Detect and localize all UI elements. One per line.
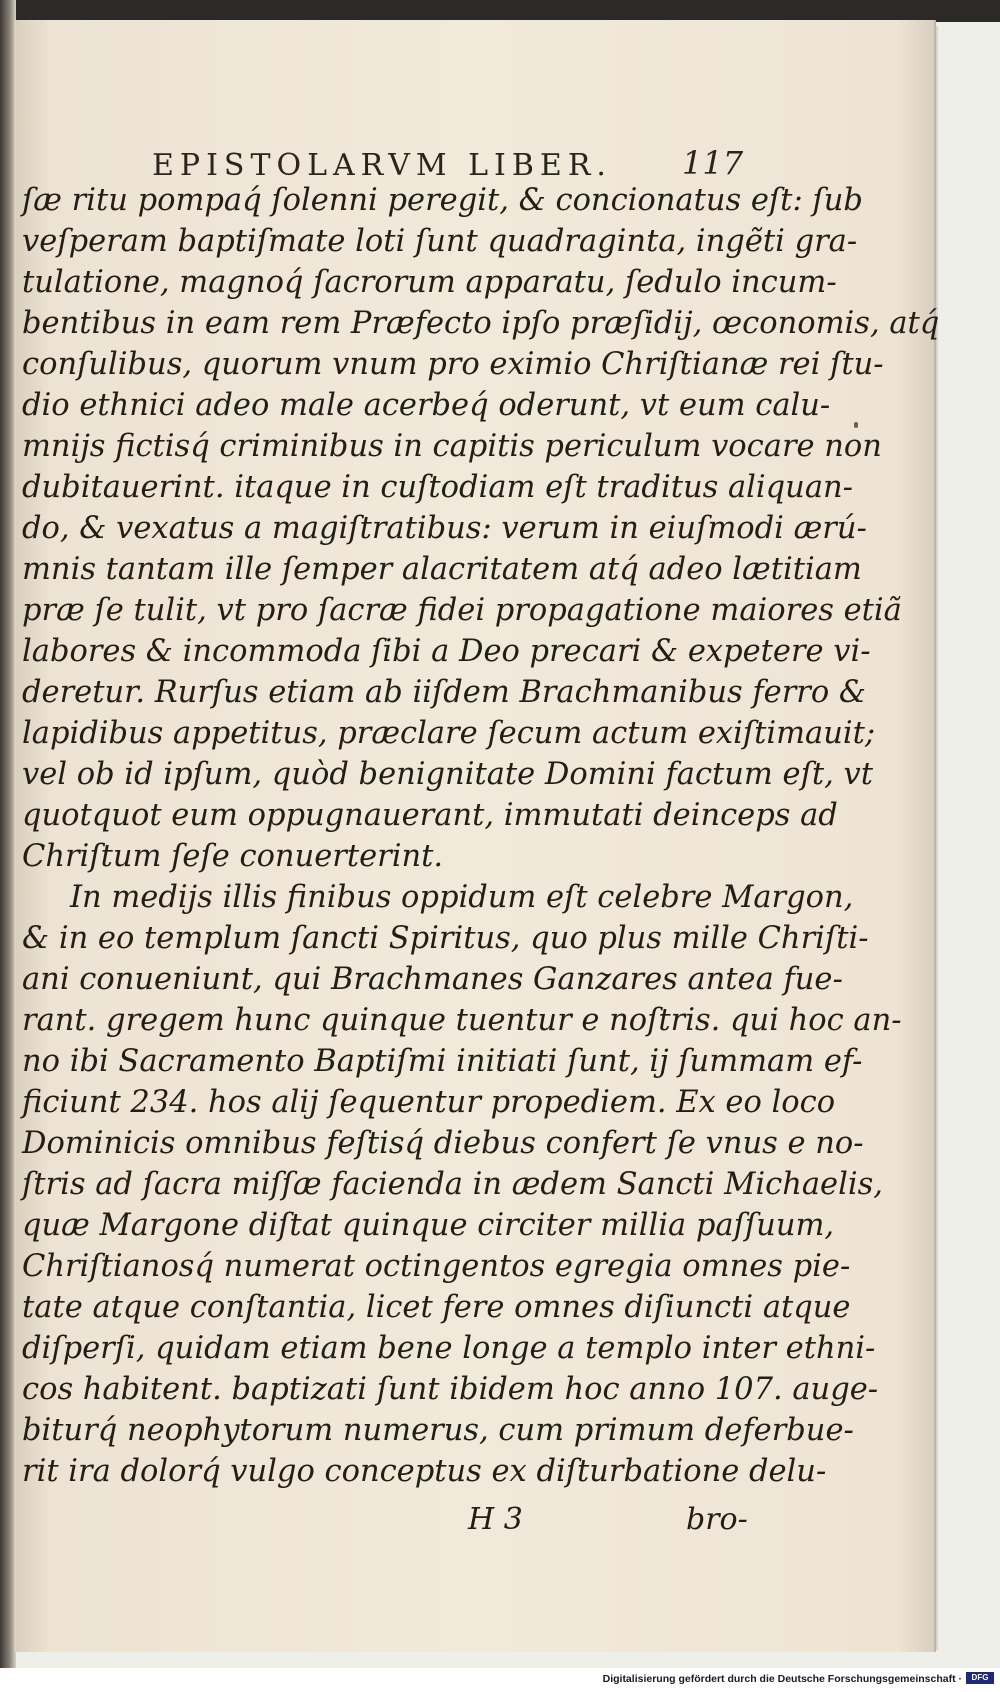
text-line: do, & vexatus a magiſtratibus: verum in eiuſmodi ærú- (22, 511, 867, 546)
text-line: præ ſe tulit, vt pro ſacræ fidei propagatione maiores etiã (22, 593, 902, 628)
text-line: labores & incommoda ſibi a Deo precari & expetere vi- (22, 634, 871, 669)
text-line: no ibi Sacramento Baptiſmi initiati ſunt, ij ſummam ef- (22, 1044, 863, 1079)
text-line: veſperam baptiſmate loti ſunt quadraginta, ingẽti gra- (22, 224, 858, 259)
text-line: vel ob id ipſum, quòd benignitate Domini factum eſt, vt (22, 757, 874, 792)
text-line: rant. gregem hunc quinque tuentur e noſtris. qui hoc an- (22, 1003, 902, 1038)
catchword: bro- (686, 1502, 748, 1537)
text-line: bentibus in eam rem Præfecto ipſo præſidij, œconomis, atq́ (22, 306, 940, 341)
book-page (14, 20, 940, 1652)
text-line: tate atque conſtantia, licet fere omnes diſiuncti atque (22, 1290, 851, 1325)
text-line: tulatione, magnoq́ ſacrorum apparatu, ſedulo incum- (22, 265, 837, 300)
text-line: Dominicis omnibus feſtisq́ diebus confert ſe vnus e no- (22, 1126, 864, 1161)
signature-mark: H 3 (468, 1502, 523, 1537)
text-line: mnis tantam ille ſemper alacritatem atq́ adeo lætitiam (22, 552, 862, 587)
text-line: biturq́ neophytorum numerus, cum primum deferbue- (22, 1413, 854, 1448)
body-text (22, 180, 940, 1492)
text-line: quæ Margone diſtat quinque circiter millia paſſuum, (22, 1208, 835, 1243)
text-line: ſæ ritu pompaq́ ſolenni peregit, & concionatus eſt: ſub (22, 183, 863, 218)
text-line: conſulibus, quorum vnum pro eximio Chriſtianæ rei ſtu- (22, 347, 884, 382)
paragraph-start-line: In medijs illis finibus oppidum eſt celebre Margon, (70, 880, 854, 915)
text-line: ficiunt 234. hos alij ſequentur propediem. Ex eo loco (22, 1085, 836, 1120)
text-line: quotquot eum oppugnauerant, immutati deinceps ad (22, 798, 838, 833)
text-line: Chriſtianosq́ numerat octingentos egregia omnes pie- (22, 1249, 851, 1284)
text-line: rit ira dolorq́ vulgo conceptus ex diſturbatione delu- (22, 1454, 827, 1489)
text-line: ſtris ad ſacra miſſæ facienda in ædem Sancti Michaelis, (22, 1167, 883, 1202)
page-number: 117 (682, 144, 744, 182)
running-title: EPISTOLARVM LIBER. (152, 148, 612, 183)
digitization-credit: Digitalisierung gefördert durch die Deutsche Forschungsgemeinschaft · (602, 1673, 962, 1685)
text-line: diſperſi, quidam etiam bene longe a templo inter ethni- (22, 1331, 876, 1366)
page-foot (14, 1502, 934, 1542)
text-line: cos habitent. baptizati ſunt ibidem hoc anno 107. auge- (22, 1372, 879, 1407)
text-line: mnijs fictisq́ criminibus in capitis periculum vocare non (22, 429, 882, 464)
text-line: & in eo templum ſancti Spiritus, quo plus mille Chriſti- (22, 921, 869, 956)
text-line: deretur. Rurſus etiam ab iiſdem Brachmanibus ferro & (22, 675, 867, 710)
scan-top-edge (0, 0, 1000, 22)
text-line: dubitauerint. itaque in cuſtodiam eſt traditus aliquan- (22, 470, 853, 505)
text-line: dio ethnici adeo male acerbeq́ oderunt, vt eum calu- (22, 388, 831, 423)
text-line: ani conueniunt, qui Brachmanes Ganzares antea fue- (22, 962, 843, 997)
paper-speck (854, 422, 858, 428)
text-line: lapidibus appetitus, præclare ſecum actum exiſtimauit; (22, 716, 876, 751)
dfg-logo-icon: DFG (966, 1672, 994, 1684)
text-line: Chriſtum ſeſe conuerterint. (22, 839, 444, 874)
